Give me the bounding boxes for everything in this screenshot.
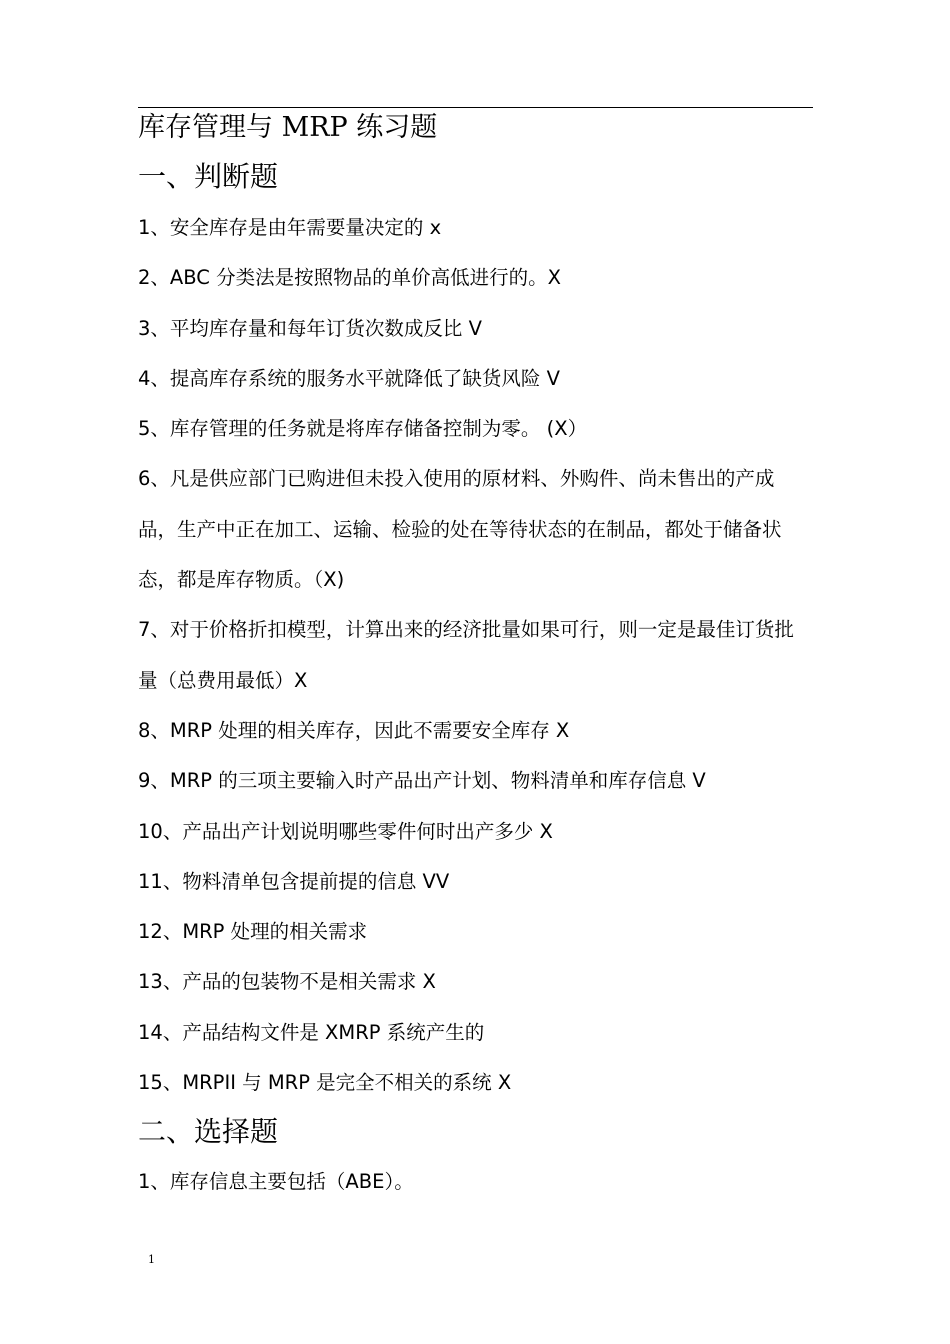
question-item: 8、MRP 处理的相关库存，因此不需要安全库存 X (138, 718, 570, 742)
question-item: 13、产品的包装物不是相关需求 X (138, 970, 436, 994)
question-item: 12、MRP 处理的相关需求 (138, 920, 368, 944)
section-heading-true-false: 一、判断题 (138, 160, 279, 193)
question-item: 5、库存管理的任务就是将库存储备控制为零。 (X） (138, 417, 588, 441)
question-item: 2、ABC 分类法是按照物品的单价高低进行的。X (138, 266, 561, 290)
question-item: 10、产品出产计划说明哪些零件何时出产多少 X (138, 819, 553, 843)
multiple-choice-question-list (138, 1157, 808, 1207)
section-heading-multiple-choice: 二、选择题 (138, 1115, 279, 1148)
question-item: 3、平均库存量和每年订货次数成反比 V (138, 316, 482, 340)
question-item: 9、MRP 的三项主要输入时产品出产计划、物料清单和库存信息 V (138, 769, 706, 793)
question-item: 14、产品结构文件是 XMRP 系统产生的 (138, 1020, 485, 1044)
question-item: 7、对于价格折扣模型，计算出来的经济批量如果可行，则一定是最佳订货批量（总费用最低）X (138, 618, 794, 692)
document-title: 库存管理与 MRP 练习题 (138, 112, 438, 143)
page-number: 1 (148, 1253, 155, 1266)
question-item: 6、凡是供应部门已购进但未投入使用的原材料、外购件、尚未售出的产成品，生产中正在加工、运输、检验的处在等待状态的在制品，都处于储备状态，都是库存物质。（X) (138, 467, 782, 592)
question-item: 11、物料清单包含提前提的信息 VV (138, 869, 450, 893)
question-item: 4、提高库存系统的服务水平就降低了缺货风险 V (138, 366, 560, 390)
question-item: 1、安全库存是由年需要量决定的 x (138, 216, 442, 239)
question-item: 1、库存信息主要包括（ABE）。 (138, 1170, 414, 1193)
question-item: 15、MRPII 与 MRP 是完全不相关的系统 X (138, 1071, 512, 1095)
true-false-question-list (138, 203, 808, 1108)
